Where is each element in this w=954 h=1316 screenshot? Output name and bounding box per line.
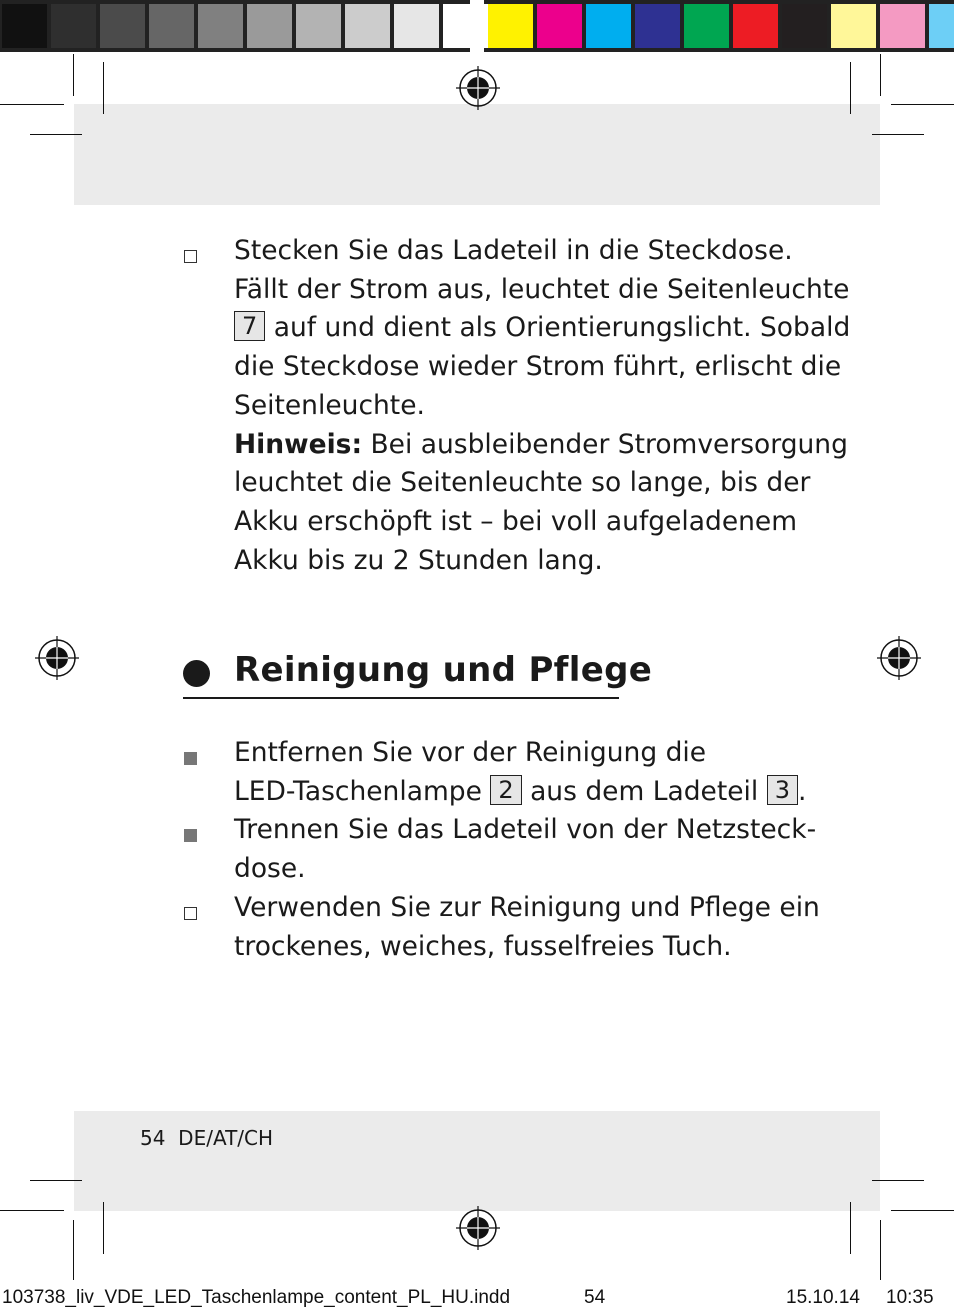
bullet-item xyxy=(234,889,820,966)
color-swatch xyxy=(880,4,925,48)
color-swatch xyxy=(684,4,729,48)
instruction-block xyxy=(234,232,851,580)
color-swatch xyxy=(149,4,194,48)
square-bullet-icon xyxy=(184,752,197,765)
color-swatch xyxy=(296,4,341,48)
part-reference-3: 3 xyxy=(767,775,798,805)
color-swatch xyxy=(51,4,96,48)
slug-filename: 103738_liv_VDE_LED_Taschenlampe_content_PL_HU.indd xyxy=(2,1287,511,1308)
slug-time: 10:35 xyxy=(886,1287,934,1308)
heading-underline xyxy=(183,697,619,699)
color-swatch xyxy=(198,4,243,48)
checkbox-bullet-icon xyxy=(184,250,197,263)
note-line xyxy=(234,426,848,465)
registration-mark-icon xyxy=(456,1206,500,1250)
bullet-item xyxy=(234,734,807,811)
crop-mark xyxy=(880,1220,881,1280)
color-swatch xyxy=(537,4,582,48)
text-span: Bei ausbleibender Stromversorgung xyxy=(370,428,848,460)
part-reference-7: 7 xyxy=(234,311,265,341)
header-band xyxy=(74,104,880,205)
color-swatch xyxy=(443,4,488,48)
text-line: Akku erschöpft ist – bei voll aufgeladenem xyxy=(234,505,798,537)
color-swatch xyxy=(831,4,876,48)
registration-mark-icon xyxy=(877,636,921,680)
bullet-item xyxy=(234,811,817,888)
text-line: Verwenden Sie zur Reinigung und Pflege ein xyxy=(234,892,820,923)
slug-date: 15.10.14 xyxy=(786,1287,860,1308)
color-swatch xyxy=(247,4,292,48)
crop-mark xyxy=(73,1220,74,1280)
checkbox-bullet-icon xyxy=(184,907,197,920)
section-bullet-icon xyxy=(183,660,210,687)
square-bullet-icon xyxy=(184,829,197,842)
text-span: aus dem Ladeteil xyxy=(530,775,759,807)
text-line: dose. xyxy=(234,852,306,884)
crop-mark xyxy=(0,1210,64,1211)
text-line: Fällt der Strom aus, leuchtet die Seitenleuchte xyxy=(234,273,850,305)
text-span: auf und dient als Orientierungslicht. Sobald xyxy=(273,312,851,344)
text-line xyxy=(234,309,851,348)
color-swatch xyxy=(2,4,47,48)
crop-mark xyxy=(30,1180,82,1181)
page-number: 54 xyxy=(140,1126,166,1150)
text-line xyxy=(234,773,807,812)
note-label: Hinweis: xyxy=(234,428,363,460)
text-span: . xyxy=(797,775,807,807)
page-footer xyxy=(140,1126,273,1150)
crop-mark xyxy=(103,62,104,114)
text-line: Akku bis zu 2 Stunden lang. xyxy=(234,544,603,576)
color-swatch xyxy=(733,4,778,48)
crop-mark xyxy=(30,134,82,135)
text-span: LED-Taschenlampe xyxy=(234,775,482,807)
crop-mark xyxy=(850,1202,851,1254)
part-reference-2: 2 xyxy=(490,775,521,805)
section-heading: Reinigung und Pflege xyxy=(234,650,653,690)
color-swatch xyxy=(100,4,145,48)
registration-mark-icon xyxy=(35,636,79,680)
text-line: die Steckdose wieder Strom führt, erlischt die xyxy=(234,351,842,383)
crop-mark xyxy=(872,1180,924,1181)
crop-mark xyxy=(850,62,851,114)
color-swatch xyxy=(782,4,827,48)
color-swatch xyxy=(488,4,533,48)
color-swatch xyxy=(586,4,631,48)
crop-mark xyxy=(73,54,74,96)
region-label: DE/AT/CH xyxy=(178,1126,274,1150)
slug-page: 54 xyxy=(584,1287,606,1308)
crop-mark xyxy=(0,104,64,105)
crop-mark xyxy=(872,134,924,135)
text-line: Seitenleuchte. xyxy=(234,389,425,421)
color-swatch xyxy=(635,4,680,48)
crop-mark xyxy=(891,1210,954,1211)
text-line: Stecken Sie das Ladeteil in die Steckdose. xyxy=(234,235,793,266)
crop-mark xyxy=(880,54,881,96)
color-swatch xyxy=(394,4,439,48)
crop-mark xyxy=(891,104,954,105)
registration-mark-icon xyxy=(456,66,500,110)
text-line: trockenes, weiches, fusselfreies Tuch. xyxy=(234,930,732,962)
color-swatch xyxy=(929,4,954,48)
text-line: leuchtet die Seitenleuchte so lange, bis der xyxy=(234,467,811,499)
color-swatch xyxy=(345,4,390,48)
text-line: Trennen Sie das Ladeteil von der Netzsteck- xyxy=(234,814,817,845)
crop-mark xyxy=(103,1202,104,1254)
text-line: Entfernen Sie vor der Reinigung die xyxy=(234,737,707,768)
